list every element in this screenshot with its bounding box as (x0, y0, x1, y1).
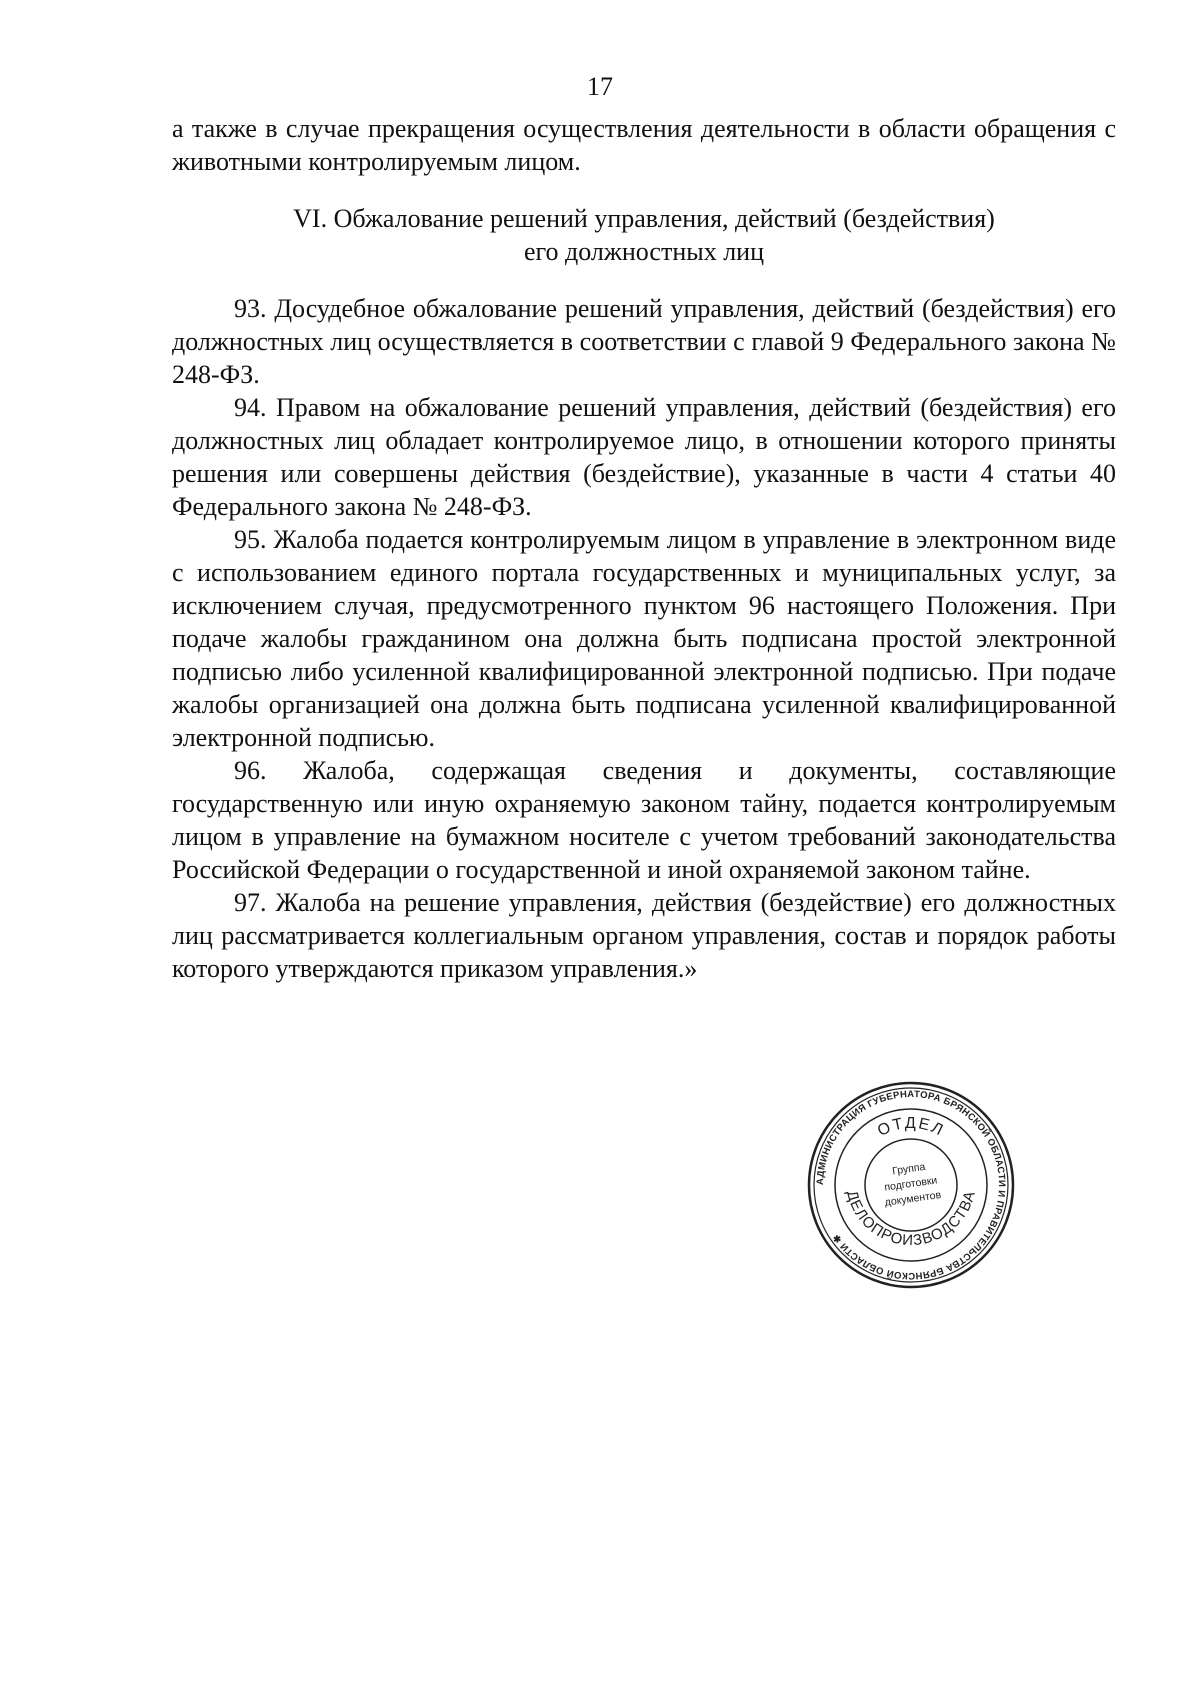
section-title-line-1: VI. Обжалование решений управления, действий (бездействия) (293, 204, 995, 233)
paragraph-95: 95. Жалоба подается контролируемым лицом в управление в электронном виде с использованием единого портала государственных и муниципальных услуг, за исключением случая, предусмотренного пунктом 96 настоящего Положения. При подаче жалобы гражданином она должна быть подписана простой электронной подписью либо усиленной квалифицированной электронной подписью. При подаче жалобы организацией она должна быть подписана усиленной квалифицированной электронной подписью. (172, 525, 1116, 752)
stamp-dept-top: ОТДЕЛ (875, 1114, 948, 1140)
official-stamp (806, 1080, 1016, 1290)
section-title (172, 202, 1116, 268)
stamp-ring-text: АДМИНИСТРАЦИЯ ГУБЕРНАТОРА БРЯНСКОЙ ОБЛАСТИ И ПРАВИТЕЛЬСТВА БРЯНСКОЙ ОБЛАСТИ ✱ (814, 1088, 1008, 1282)
paragraph-94: 94. Правом на обжалование решений управления, действий (бездействия) его должностных лиц обладает контролируемое лицо, в отношении которого приняты решения или совершены действия (бездействие), указанные в части 4 статьи 40 Федерального закона № 248-ФЗ. (172, 393, 1116, 521)
paragraph-93: 93. Досудебное обжалование решений управления, действий (бездействия) его должностных лиц осуществляется в соответствии с главой 9 Федерального закона № 248-ФЗ. (172, 294, 1116, 389)
paragraph-97: 97. Жалоба на решение управления, действия (бездействие) его должностных лиц рассматривается коллегиальным органом управления, состав и порядок работы которого утверждаются приказом управления.» (172, 888, 1116, 983)
stamp-center-line-1: Группа (891, 1160, 927, 1178)
stamp-dept-bottom: ДЕЛОПРОИЗВОДСТВА (843, 1188, 979, 1250)
paragraph-96: 96. Жалоба, содержащая сведения и документы, составляющие государственную или иную охраняемую законом тайну, подается контролируемым лицом в управление на бумажном носителе с учетом требований законодательства Российской Федерации о государственной и иной охраняемой законом тайне. (172, 756, 1116, 884)
stamp-center-line-2: подготовки (883, 1174, 939, 1194)
document-body (172, 112, 1116, 985)
svg-text:ОТДЕЛ (875, 1115, 947, 1140)
page-number: 17 (587, 72, 613, 101)
stamp-center-line-3: документов (883, 1188, 942, 1209)
section-title-line-2: его должностных лиц (523, 237, 765, 266)
continuation-paragraph: а также в случае прекращения осуществления деятельности в области обращения с животными контролируемым лицом. (172, 114, 1116, 176)
